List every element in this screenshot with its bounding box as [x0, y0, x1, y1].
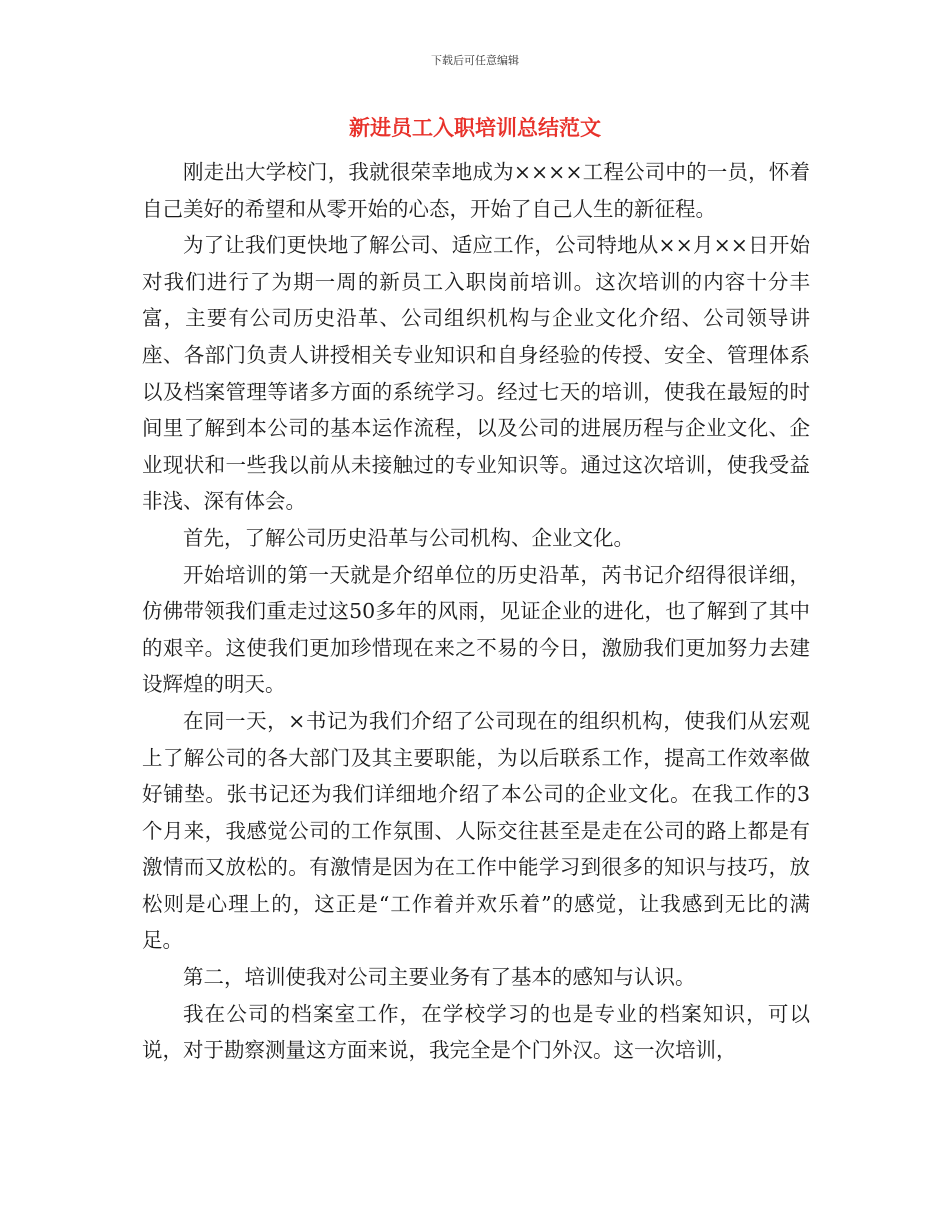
document-body	[142, 154, 810, 1069]
paragraph: 刚走出大学校门，我就很荣幸地成为××××工程公司中的一员，怀着自己美好的希望和从零开始的心态，开始了自己人生的新征程。	[142, 160, 810, 221]
paragraph: 我在公司的档案室工作，在学校学习的也是专业的档案知识，可以说，对于勘察测量这方面来说，我完全是个门外汉。这一次培训，	[142, 1001, 810, 1063]
paragraph: 首先，了解公司历史沿革与公司机构、企业文化。	[183, 525, 634, 550]
document-title: 新进员工入职培训总结范文	[349, 115, 601, 140]
paragraph: 在同一天，×书记为我们介绍了公司现在的组织机构，使我们从宏观上了解公司的各大部门及其主要职能，为以后联系工作，提高工作效率做好铺垫。张书记还为我们详细地介绍了本公司的企业文化。在我工作的3个月来，我感觉公司的工作氛围、人际交往甚至是走在公司的路上都是有激情而又放松的。有激情是因为在工作中能学习到很多的知识与技巧，放松则是心理上的，这正是“工作着并欢乐着”的感觉，让我感到无比的满足。	[142, 708, 810, 953]
paragraph: 开始培训的第一天就是介绍单位的历史沿革，芮书记介绍得很详细，仿佛带领我们重走过这50多年的风雨，见证企业的进化，也了解到了其中的艰辛。这使我们更加珍惜现在来之不易的今日，激励我们更加努力去建设辉煌的明天。	[142, 562, 810, 697]
paragraph: 第二，培训使我对公司主要业务有了基本的感知与认识。	[183, 965, 696, 990]
page-header-note: 下载后可任意编辑	[431, 54, 519, 67]
paragraph: 为了让我们更快地了解公司、适应工作，公司特地从××月××日开始对我们进行了为期一周的新员工入职岗前培训。这次培训的内容十分丰富，主要有公司历史沿革、公司组织机构与企业文化介绍、公司领导讲座、各部门负责人讲授相关专业知识和自身经验的传授、安全、管理体系以及档案管理等诸多方面的系统学习。经过七天的培训，使我在最短的时间里了解到本公司的基本运作流程，以及公司的进展历程与企业文化、企业现状和一些我以前从未接触过的专业知识等。通过这次培训，使我受益非浅、深有体会。	[142, 233, 810, 514]
